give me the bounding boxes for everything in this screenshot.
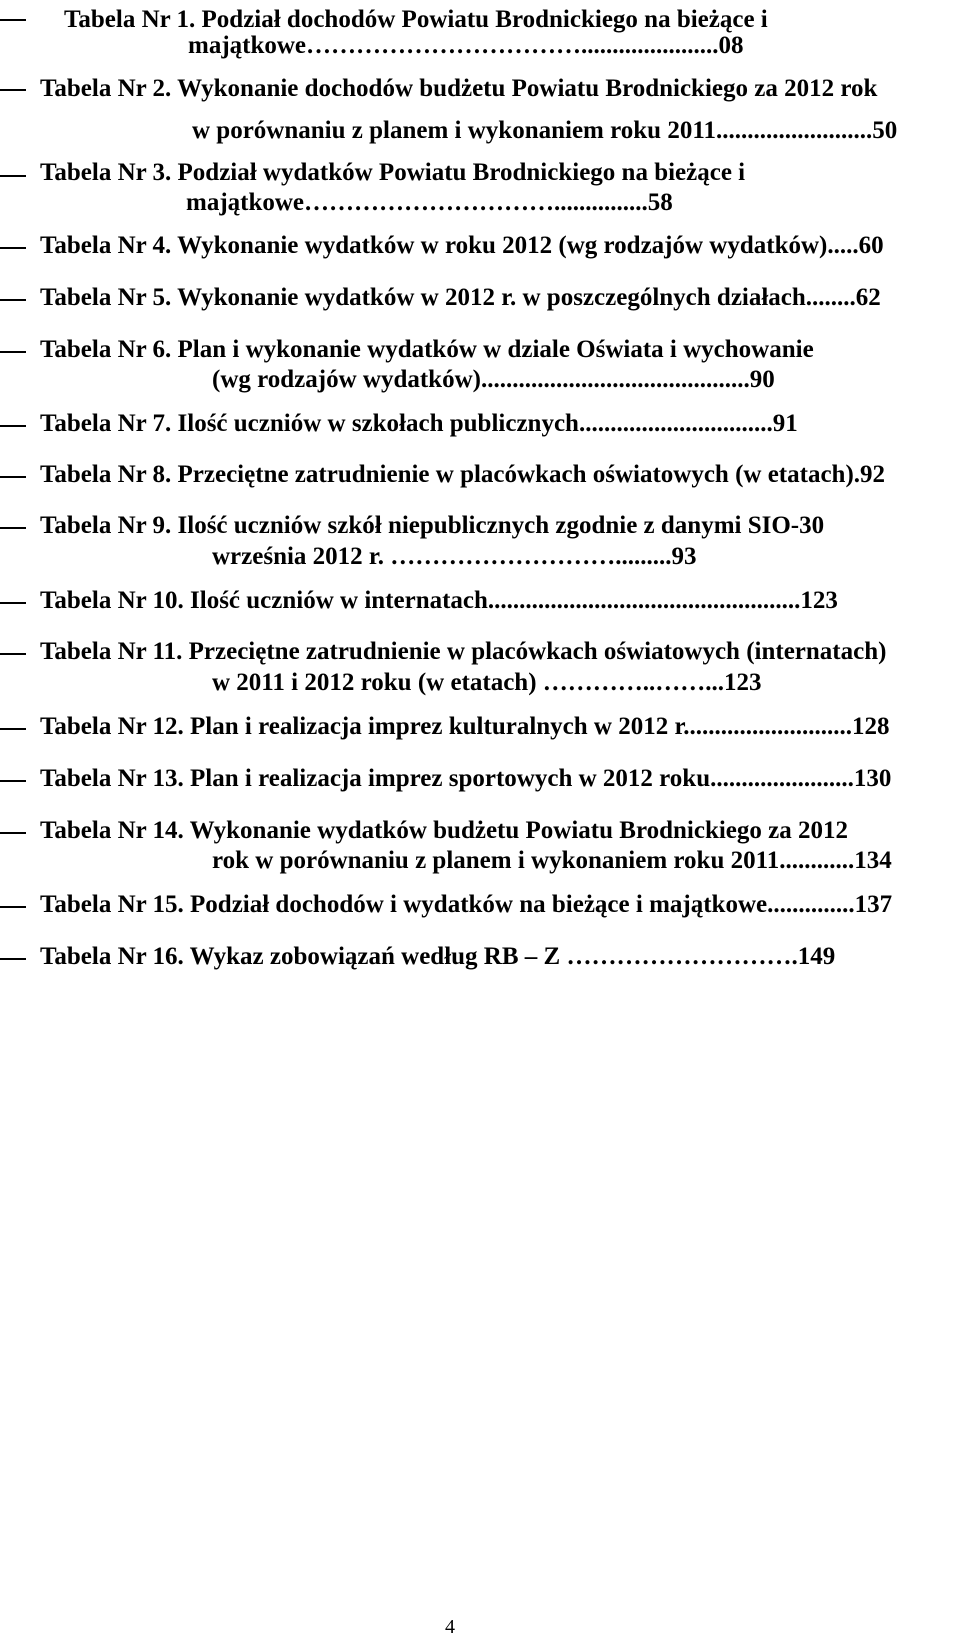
entry-text: Tabela Nr 13. Plan i realizacja imprez sportowych w 2012 roku.......................130: [40, 765, 892, 792]
entry-continuation: września 2012 r. ……………………….........93: [212, 543, 697, 570]
dash-bullet: [0, 527, 26, 529]
entry-continuation: majątkowe…………………………...............58: [186, 189, 673, 216]
entry-text: Tabela Nr 2. Wykonanie dochodów budżetu Powiatu Brodnickiego za 2012 rok: [40, 75, 878, 102]
entry-text: Tabela Nr 11. Przeciętne zatrudnienie w placówkach oświatowych (internatach): [40, 638, 887, 665]
dash-bullet: [0, 425, 26, 427]
dash-bullet: [0, 476, 26, 478]
dash-bullet: [0, 906, 26, 908]
dash-bullet: [0, 780, 26, 782]
entry-text: Tabela Nr 3. Podział wydatków Powiatu Brodnickiego na bieżące i: [40, 159, 746, 186]
page-number: 4: [445, 1616, 455, 1638]
dash-bullet: [0, 728, 26, 730]
dash-bullet: [0, 602, 26, 604]
dash-bullet: [0, 351, 26, 353]
entry-text: Tabela Nr 9. Ilość uczniów szkół niepublicznych zgodnie z danymi SIO-30: [40, 512, 825, 539]
entry-continuation: rok w porównaniu z planem i wykonaniem roku 2011............134: [212, 847, 892, 874]
entry-continuation: majątkowe……………………………......................08: [188, 32, 744, 59]
entry-text: Tabela Nr 14. Wykonanie wydatków budżetu Powiatu Brodnickiego za 2012: [40, 817, 848, 844]
dash-bullet: [0, 832, 26, 834]
entry-text: Tabela Nr 6. Plan i wykonanie wydatków w dziale Oświata i wychowanie: [40, 336, 814, 363]
entry-text: Tabela Nr 7. Ilość uczniów w szkołach publicznych...............................91: [40, 410, 798, 437]
entry-text: Tabela Nr 12. Plan i realizacja imprez kulturalnych w 2012 r...........................128: [40, 713, 890, 740]
dash-bullet: [0, 247, 26, 249]
entry-text: Tabela Nr 8. Przeciętne zatrudnienie w placówkach oświatowych (w etatach).92: [40, 461, 886, 488]
entry-text: Tabela Nr 10. Ilość uczniów w internatach..................................................123: [40, 587, 838, 614]
entry-continuation: w 2011 i 2012 roku (w etatach) …………..……...123: [212, 669, 762, 696]
dash-bullet: [0, 299, 26, 301]
entry-text: Tabela Nr 1. Podział dochodów Powiatu Brodnickiego na bieżące i: [64, 6, 768, 33]
dash-bullet: [0, 19, 26, 21]
dash-bullet: [0, 653, 26, 655]
dash-bullet: [0, 175, 26, 177]
dash-bullet: [0, 958, 26, 960]
entry-text: Tabela Nr 5. Wykonanie wydatków w 2012 r. w poszczególnych działach........62: [40, 284, 881, 311]
entry-continuation: (wg rodzajów wydatków)...........................................90: [212, 366, 775, 393]
entry-continuation: w porównaniu z planem i wykonaniem roku 2011.........................50: [192, 117, 898, 144]
dash-bullet: [0, 89, 26, 91]
entry-text: Tabela Nr 15. Podział dochodów i wydatków na bieżące i majątkowe..............137: [40, 891, 893, 918]
entry-text: Tabela Nr 4. Wykonanie wydatków w roku 2012 (wg rodzajów wydatków).....60: [40, 232, 884, 259]
entry-text: Tabela Nr 16. Wykaz zobowiązań według RB – Z ……………………….149: [40, 943, 836, 970]
